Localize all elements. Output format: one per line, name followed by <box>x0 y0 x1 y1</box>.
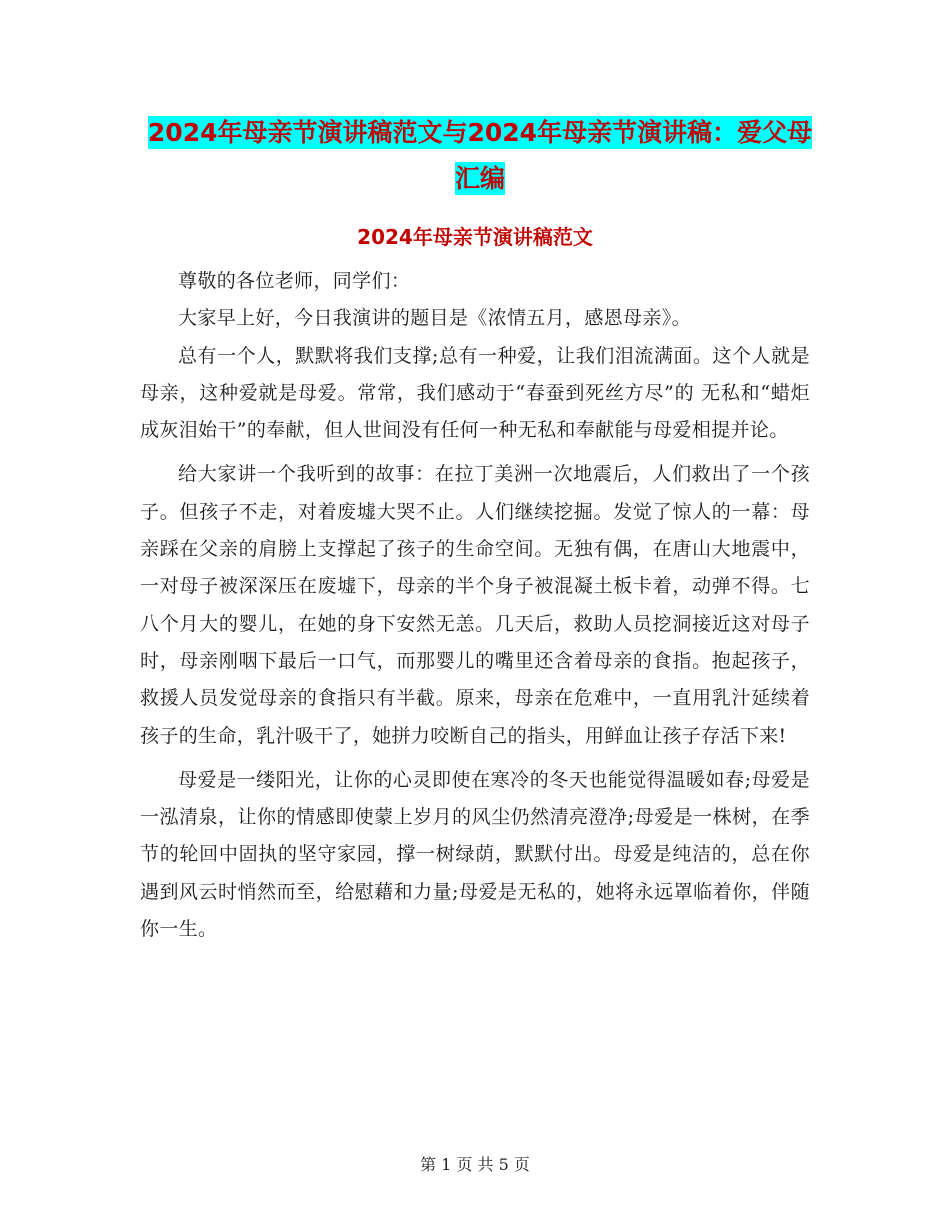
paragraph: 总有一个人，默默将我们支撑;总有一种爱，让我们泪流满面。这个人就是母亲，这种爱就是母爱。常常，我们感动于“春蚕到死丝方尽”的 无私和“蜡炬成灰泪始干”的奉献，但人世间没有任何一种无私和奉献能与母爱相提并论。 <box>140 344 810 442</box>
paragraph: 母爱是一缕阳光，让你的心灵即使在寒冷的冬天也能觉得温暖如春;母爱是一泓清泉，让你的情感即使蒙上岁月的风尘仍然清亮澄净;母爱是一株树，在季节的轮回中固执的坚守家园，撑一树绿荫，默默付出。母爱是纯洁的，总在你遇到风云时悄然而至，给慰藉和力量;母爱是无私的，她将永远罩临着你，伴随你一生。 <box>140 768 810 941</box>
document-title <box>140 110 820 202</box>
paragraph-greeting: 大家早上好，今日我演讲的题目是《浓情五月，感恩母亲》。 <box>178 307 691 330</box>
paragraph: 给大家讲一个我听到的故事：在拉丁美洲一次地震后，人们救出了一个孩子。但孩子不走，对着废墟大哭不止。人们继续挖掘。发觉了惊人的一幕：母亲踩在父亲的肩膀上支撑起了孩子的生命空间。无独有偶，在唐山大地震中，一对母子被深深压在废墟下，母亲的半个身子被混凝土板卡着，动弹不得。七八个月大的婴儿，在她的身下安然无恙。几天后，救助人员挖洞接近这对母子时，母亲刚咽下最后一口气，而那婴儿的嘴里还含着母亲的食指。抱起孩子，救援人员发觉母亲的食指只有半截。原来，母亲在危难中，一直用乳汁延续着孩子的生命，乳汁吸干了，她拼力咬断自己的指头，用鲜血让孩子存活下来! <box>140 463 810 747</box>
section-heading: 2024年母亲节演讲稿范文 <box>357 225 593 249</box>
page-number: 第 1 页 共 5 页 <box>420 1155 530 1174</box>
document-body <box>140 263 810 948</box>
paragraph-salutation: 尊敬的各位老师，同学们： <box>178 270 411 292</box>
document-title-text: 2024年母亲节演讲稿范文与2024年母亲节演讲稿：爱父母汇编 <box>147 118 813 193</box>
